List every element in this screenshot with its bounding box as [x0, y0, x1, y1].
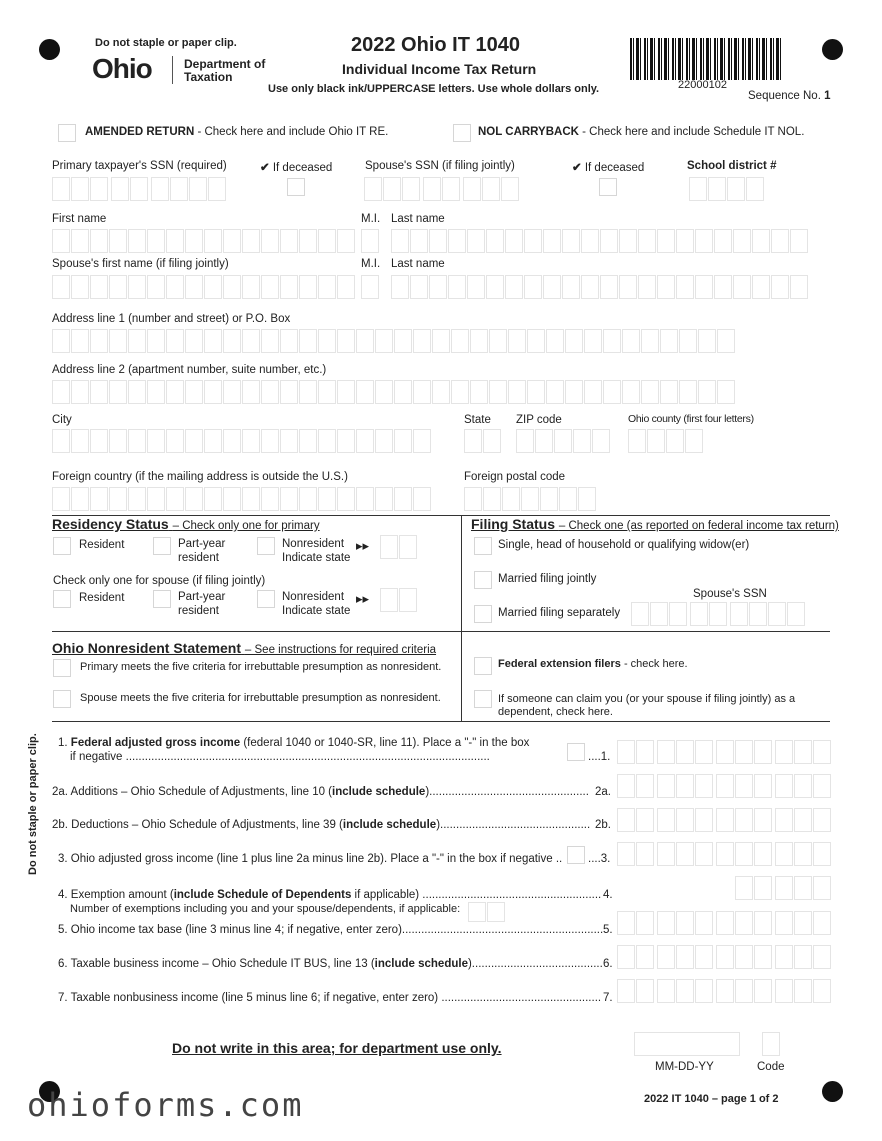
- logo-divider: [172, 56, 173, 84]
- nol-carryback-checkbox[interactable]: [453, 124, 471, 142]
- spouse-nonresident-statement-label: Spouse meets the five criteria for irrebuttable presumption as nonresident.: [80, 692, 441, 704]
- spouse-last-name-field[interactable]: [391, 275, 808, 299]
- part-year-label: Part-year: [178, 538, 226, 550]
- spouse-nonresident-checkbox[interactable]: [257, 590, 275, 608]
- line-2b-label: 2b. Deductions – Ohio Schedule of Adjustments, line 39 (include schedule)...............................................: [52, 819, 591, 831]
- spouse-resident-checkbox[interactable]: [53, 590, 71, 608]
- part-year-label: resident: [178, 552, 219, 564]
- spouse-residency-note: Check only one for spouse (if filing jointly): [53, 575, 266, 587]
- residency-heading: Residency Status – Check only one for primary: [52, 516, 320, 532]
- address-line2-label: Address line 2 (apartment number, suite number, etc.): [52, 364, 327, 376]
- filing-single-label: Single, head of household or qualifying widow(er): [498, 539, 750, 551]
- last-name-label: Last name: [391, 213, 445, 225]
- line-4-label: 4. Exemption amount (include Schedule of Dependents if applicable) ........................................................: [58, 889, 602, 901]
- mi-label: M.I.: [361, 213, 381, 225]
- filing-status-heading: Filing Status – Check one (as reported on federal income tax return): [471, 516, 839, 532]
- primary-nonresident-state-field[interactable]: [380, 535, 417, 559]
- primary-part-year-checkbox[interactable]: [153, 537, 171, 555]
- registration-dot: [39, 39, 60, 60]
- line-7-number: 7.: [603, 992, 613, 1004]
- side-no-staple-note: Do not staple or paper clip.: [27, 733, 39, 875]
- filing-joint-label: Married filing jointly: [498, 573, 597, 585]
- line-3-label: 3. Ohio adjusted gross income (line 1 plus line 2a minus line 2b). Place a "-" in the box if negative ..: [58, 853, 563, 865]
- line-3-number: ....3.: [588, 853, 611, 865]
- city-label: City: [52, 414, 72, 426]
- barcode: [630, 38, 782, 80]
- arrow-icon: ▸▸: [356, 591, 370, 606]
- school-district-label: School district #: [687, 160, 777, 172]
- zip-field[interactable]: [516, 429, 610, 453]
- primary-deceased-label: ✔ If deceased: [260, 162, 333, 174]
- dependent-label: dependent, check here.: [498, 706, 613, 718]
- line-5-amount-field[interactable]: [617, 911, 831, 935]
- line-2a-amount-field[interactable]: [617, 774, 831, 798]
- line-6-amount-field[interactable]: [617, 945, 831, 969]
- primary-ssn-label: Primary taxpayer's SSN (required): [52, 160, 227, 172]
- school-district-field[interactable]: [689, 177, 764, 201]
- resident-label: Resident: [79, 592, 125, 604]
- department-use-note: Do not write in this area; for department use only.: [172, 1040, 502, 1056]
- ink-instruction: Use only black ink/UPPERCASE letters. Use whole dollars only.: [268, 83, 600, 95]
- filing-separate-label: Married filing separately: [498, 607, 621, 619]
- department-line-1: Department of: [184, 57, 266, 71]
- line-2a-label: 2a. Additions – Ohio Schedule of Adjustments, line 10 (include schedule)..................................................: [52, 786, 589, 798]
- no-staple-note: Do not staple or paper clip.: [95, 37, 237, 49]
- line-7-amount-field[interactable]: [617, 979, 831, 1003]
- primary-deceased-checkbox[interactable]: [287, 178, 305, 196]
- line-1-amount-field[interactable]: [617, 740, 831, 764]
- nonresident-statement-heading: Ohio Nonresident Statement – See instructions for required criteria: [52, 640, 437, 656]
- registration-dot: [822, 39, 843, 60]
- barcode-number: 22000102: [678, 79, 727, 91]
- part-year-label: Part-year: [178, 591, 226, 603]
- date-box: [634, 1032, 740, 1056]
- filing-single-checkbox[interactable]: [474, 537, 492, 555]
- resident-label: Resident: [79, 539, 125, 551]
- form-title: 2022 Ohio IT 1040: [351, 34, 520, 56]
- primary-ssn-field[interactable]: [52, 177, 226, 201]
- nonresident-label: Nonresident: [282, 591, 345, 603]
- sequence-label: Sequence No. 1: [748, 90, 831, 102]
- indicate-state-label: Indicate state: [282, 552, 351, 564]
- form-subtitle: Individual Income Tax Return: [342, 61, 537, 77]
- county-label: Ohio county (first four letters): [628, 413, 754, 425]
- section-divider: [52, 631, 830, 632]
- indicate-state-label: Indicate state: [282, 605, 351, 617]
- foreign-postal-label: Foreign postal code: [464, 471, 566, 483]
- primary-nonresident-statement-label: Primary meets the five criteria for irrebuttable presumption as nonresident.: [80, 661, 442, 673]
- address-line1-field[interactable]: [52, 329, 735, 353]
- spouse-first-name-field[interactable]: [52, 275, 355, 299]
- line-3-amount-field[interactable]: [617, 842, 831, 866]
- foreign-country-label: Foreign country (if the mailing address is outside the U.S.): [52, 471, 348, 483]
- filing-separate-checkbox[interactable]: [474, 605, 492, 623]
- exemptions-count-label: Number of exemptions including you and your spouse/dependents, if applicable:: [70, 903, 461, 915]
- line-1-negative-box[interactable]: [567, 743, 585, 761]
- filing-joint-checkbox[interactable]: [474, 571, 492, 589]
- address-line1-label: Address line 1 (number and street) or P.O. Box: [52, 313, 291, 325]
- line-1-label: if negative ..................................................................................................................: [70, 751, 490, 763]
- primary-nonresident-statement-checkbox[interactable]: [53, 659, 71, 677]
- spouse-deceased-label: ✔ If deceased: [572, 162, 645, 174]
- federal-extension-label: Federal extension filers - check here.: [498, 658, 688, 670]
- spouse-first-name-label: Spouse's first name (if filing jointly): [52, 258, 229, 270]
- primary-nonresident-checkbox[interactable]: [257, 537, 275, 555]
- spouse-ssn-field[interactable]: [364, 177, 519, 201]
- spouse-part-year-checkbox[interactable]: [153, 590, 171, 608]
- filing-spouse-ssn-label: Spouse's SSN: [693, 588, 767, 600]
- address-line2-field[interactable]: [52, 380, 735, 404]
- page-number: 2022 IT 1040 – page 1 of 2: [644, 1093, 779, 1105]
- exemptions-count-field[interactable]: [468, 902, 505, 922]
- spouse-mi-field[interactable]: [361, 275, 379, 299]
- line-5-number: 5.: [603, 924, 613, 936]
- line-1-number: ....1.: [588, 751, 611, 763]
- spouse-last-name-label: Last name: [391, 258, 445, 270]
- line-3-negative-box[interactable]: [567, 846, 585, 864]
- section-divider: [461, 515, 462, 721]
- arrow-icon: ▸▸: [356, 538, 370, 553]
- line-2b-number: 2b.: [595, 819, 611, 831]
- primary-resident-checkbox[interactable]: [53, 537, 71, 555]
- filing-spouse-ssn-field[interactable]: [631, 602, 805, 626]
- county-field[interactable]: [628, 429, 703, 453]
- nol-carryback-label: NOL CARRYBACK - Check here and include Schedule IT NOL.: [478, 126, 805, 138]
- mi-field[interactable]: [361, 229, 379, 253]
- line-6-label: 6. Taxable business income – Ohio Schedule IT BUS, line 13 (include schedule).........................................: [58, 958, 603, 970]
- dependent-label: If someone can claim you (or your spouse if filing jointly) as a: [498, 693, 796, 705]
- code-box: [762, 1032, 780, 1056]
- state-label: State: [464, 414, 491, 426]
- line-2b-amount-field[interactable]: [617, 808, 831, 832]
- code-label: Code: [757, 1061, 785, 1073]
- zip-label: ZIP code: [516, 414, 562, 426]
- spouse-nonresident-state-field[interactable]: [380, 588, 417, 612]
- first-name-label: First name: [52, 213, 107, 225]
- line-6-number: 6.: [603, 958, 613, 970]
- line-2a-number: 2a.: [595, 786, 611, 798]
- state-field[interactable]: [464, 429, 501, 453]
- amended-return-checkbox[interactable]: [58, 124, 76, 142]
- line-7-label: 7. Taxable nonbusiness income (line 5 minus line 6; if negative, enter zero) ..................................................: [58, 992, 602, 1004]
- foreign-country-field[interactable]: [52, 487, 431, 511]
- section-divider: [52, 721, 830, 722]
- city-field[interactable]: [52, 429, 431, 453]
- department-line-2: Taxation: [184, 70, 233, 84]
- spouse-deceased-checkbox[interactable]: [599, 178, 617, 196]
- date-label: MM-DD-YY: [655, 1061, 714, 1073]
- part-year-label: resident: [178, 605, 219, 617]
- line-1-label: 1. Federal adjusted gross income (federal 1040 or 1040-SR, line 11). Place a "-" in the box: [58, 737, 530, 749]
- spouse-mi-label: M.I.: [361, 258, 381, 270]
- line-4-number: 4.: [603, 889, 613, 901]
- federal-extension-checkbox[interactable]: [474, 657, 492, 675]
- watermark: ohioforms.com: [27, 1086, 304, 1124]
- line-4-amount-field[interactable]: [735, 876, 831, 900]
- dependent-checkbox[interactable]: [474, 690, 492, 708]
- nonresident-label: Nonresident: [282, 538, 345, 550]
- spouse-nonresident-statement-checkbox[interactable]: [53, 690, 71, 708]
- foreign-postal-field[interactable]: [464, 487, 596, 511]
- amended-return-label: AMENDED RETURN - Check here and include Ohio IT RE.: [85, 126, 389, 138]
- registration-dot: [822, 1081, 843, 1102]
- last-name-field[interactable]: [391, 229, 808, 253]
- ohio-logo: Ohio: [92, 53, 152, 84]
- spouse-ssn-label: Spouse's SSN (if filing jointly): [365, 160, 515, 172]
- first-name-field[interactable]: [52, 229, 355, 253]
- line-5-label: 5. Ohio income tax base (line 3 minus line 4; if negative, enter zero)...............................................................: [58, 924, 603, 936]
